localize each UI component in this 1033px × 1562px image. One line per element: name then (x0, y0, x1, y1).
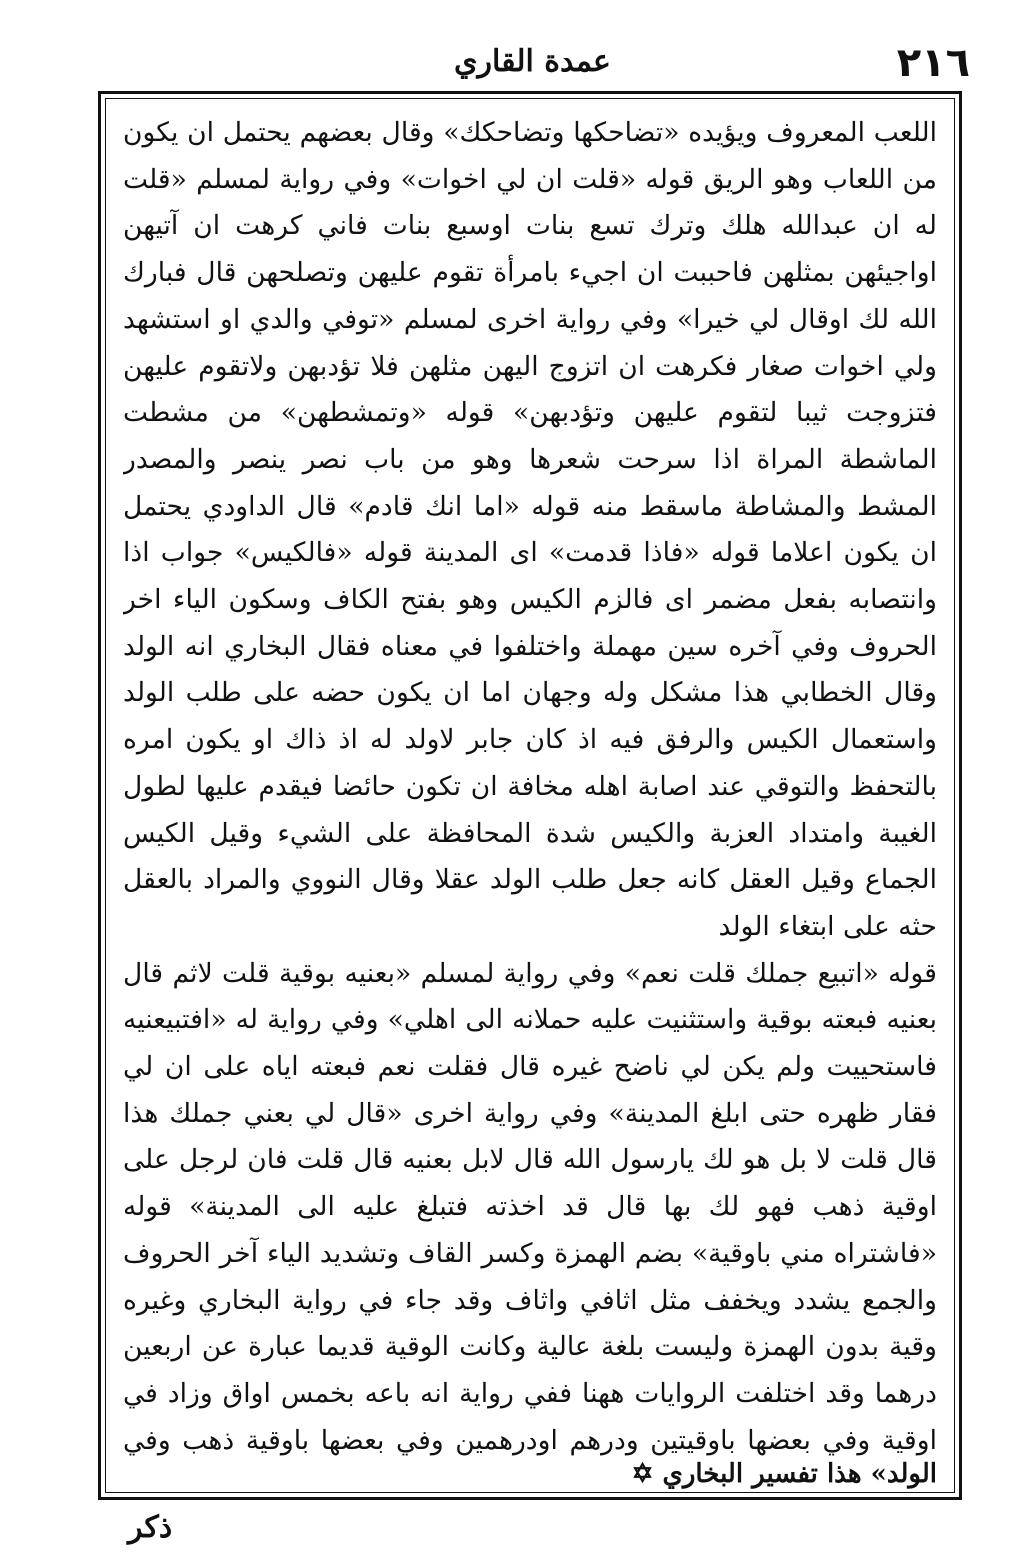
paragraph-commentary-1: اللعب المعروف ويؤيده «تضاحكها وتضاحكك» وقال بعضهم يحتمل ان يكون من اللعاب وهو الريق قوله «قلت ان لي اخوات» وفي رواية لمسلم «قلت له ان عبدالله هلك وترك تسع بنات اوسبع بنات فاني كرهت ان آتيهن اواجيئهن بمثلهن فاحببت ان اجيء بامرأة تقوم عليهن وتصلحهن قال فبارك الله لك اوقال لي خيرا» وفي رواية اخرى لمسلم «توفي والدي او استشهد ولي اخوات صغار فكرهت ان اتزوج اليهن مثلهن فلا تؤدبهن ولاتقوم عليهن فتزوجت ثيبا لتقوم عليهن وتؤدبهن» قوله «وتمشطهن» من مشطت الماشطة المراة اذا سرحت شعرها وهو من باب نصر ينصر والمصدر المشط والمشاطة ماسقط منه قوله «اما انك قادم» قال الداودي يحتمل ان يكون اعلاما قوله «فاذا قدمت» اى المدينة قوله «فالكيس» جواب اذا وانتصابه بفعل مضمر اى فالزم الكيس وهو بفتح الكاف وسكون الياء اخر الحروف وفي آخره سين مهملة واختلفوا في معناه فقال البخاري انه الولد وقال الخطابي هذا مشكل وله وجهان اما ان يكون حضه على طلب الولد واستعمال الكيس والرفق فيه اذ كان جابر لاولد له اذ ذاك او يكون امره بالتحفظ والتوقي عند اصابة اهله مخافة ان تكون حائضا فيقدم عليها لطول الغيبة وامتداد العزبة والكيس شدة المحافظة على الشيء وقيل الكيس الجماع وقيل العقل كانه جعل طلب الولد عقلا وقال النووي والمراد بالعقل حثه على ابتغاء الولد (123, 117, 937, 942)
running-title: عمدة القاري (454, 44, 611, 79)
catchword: ذكر (128, 1510, 173, 1545)
page-number: ٢١٦ (896, 40, 970, 86)
page-header (95, 38, 970, 86)
paragraph-commentary-2: قوله «اتبيع جملك قلت نعم» وفي رواية لمسلم «بعنيه بوقية قلت لاثم قال بعنيه فبعته بوقية واستثنيت عليه حملانه الى اهلي» وفي رواية له «افتبيعنيه فاستحييت ولم يكن لي ناضح غيره قال فقلت نعم فبعته اياه على ان لي فقار ظهره حتى ابلغ المدينة» وفي رواية اخرى «قال لي بعني جملك هذا قال قلت لا بل هو لك يارسول الله قال لابل بعنيه قال قلت فان لرجل على اوقية ذهب فهو لك بها قال قد اخذته فتبلغ عليه الى المدينة» قوله «فاشتراه مني باوقية» بضم الهمزة وكسر القاف وتشديد الياء آخر الحروف والجمع يشدد ويخفف مثل اثافي واثاف وقد جاء في رواية البخاري وغيره وقية بدون الهمزة وليست بلغة عالية وكانت الوقية قديما عبارة عن اربعين درهما وقد اختلفت الروايات ههنا ففي رواية انه باعه بخمس اواق وزاد في اوقية وفي بعضها باوقيتين ودرهم اودرهمين وفي بعضها باوقية ذهب وفي (123, 957, 937, 1456)
text-frame (98, 91, 962, 1500)
body-text (123, 110, 937, 1457)
closing-line: الولد» هذا تفسير البخاري ✡ (631, 1459, 937, 1489)
